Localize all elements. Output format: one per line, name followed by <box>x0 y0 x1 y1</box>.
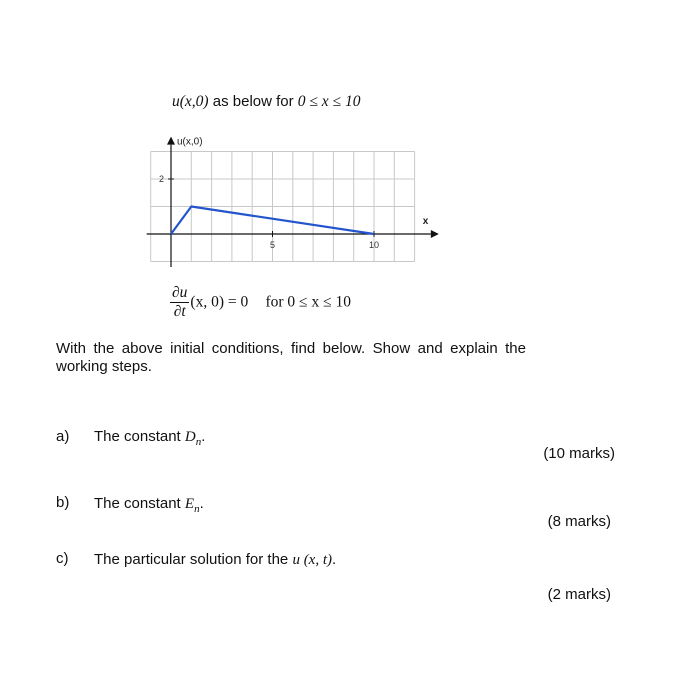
initial-condition-text: as below for <box>208 93 298 110</box>
question-a-suffix: . <box>201 428 206 445</box>
question-c-marks: (2 marks) <box>547 586 611 603</box>
velocity-condition-expression: (x, 0) = 0 <box>190 293 249 311</box>
question-c-symbol: u (x, t) <box>292 552 333 568</box>
question-b-text <box>94 495 204 515</box>
x-tick-label: 5 <box>269 240 276 250</box>
question-b-marks: (8 marks) <box>547 513 611 530</box>
x-tick-label: 10 <box>368 240 380 250</box>
velocity-condition-line <box>170 284 351 321</box>
question-c-suffix: . <box>332 551 337 568</box>
y-tick-label: 2 <box>158 174 164 184</box>
question-a-symbol: D <box>184 429 196 445</box>
y-axis-label: u(x,0) <box>177 136 203 148</box>
question-a-subscript: n <box>195 436 202 448</box>
question-b-subscript: n <box>194 503 200 515</box>
question-b-prefix: The constant <box>94 495 185 512</box>
initial-condition-function: u(x,0) <box>172 93 209 110</box>
question-a-marks: (10 marks) <box>543 445 615 462</box>
question-c-label: c) <box>56 550 69 567</box>
partial-numerator: ∂u <box>172 284 188 301</box>
question-b-symbol: E <box>184 496 195 512</box>
question-a-prefix: The constant <box>94 428 185 445</box>
question-b-suffix: . <box>199 495 204 512</box>
initial-displacement-graph <box>140 130 440 270</box>
instructions-paragraph: With the above initial conditions, find below. Show and explain the working steps. <box>56 340 526 375</box>
graph-labels <box>159 137 429 250</box>
question-a-text <box>94 428 205 448</box>
partial-derivative-fraction <box>170 284 189 321</box>
question-a-label: a) <box>56 428 70 445</box>
x-axis-arrowhead <box>431 230 439 238</box>
initial-condition-line <box>172 93 360 111</box>
y-axis-arrowhead <box>167 137 175 145</box>
question-c-prefix: The particular solution for the <box>94 551 293 568</box>
partial-denominator: ∂t <box>173 303 186 320</box>
question-c-text <box>94 551 336 569</box>
x-axis-label: x <box>422 216 429 227</box>
question-b-label: b) <box>56 494 70 511</box>
velocity-condition-range: for 0 ≤ x ≤ 10 <box>265 293 351 311</box>
initial-condition-range: 0 ≤ x ≤ 10 <box>297 93 361 110</box>
